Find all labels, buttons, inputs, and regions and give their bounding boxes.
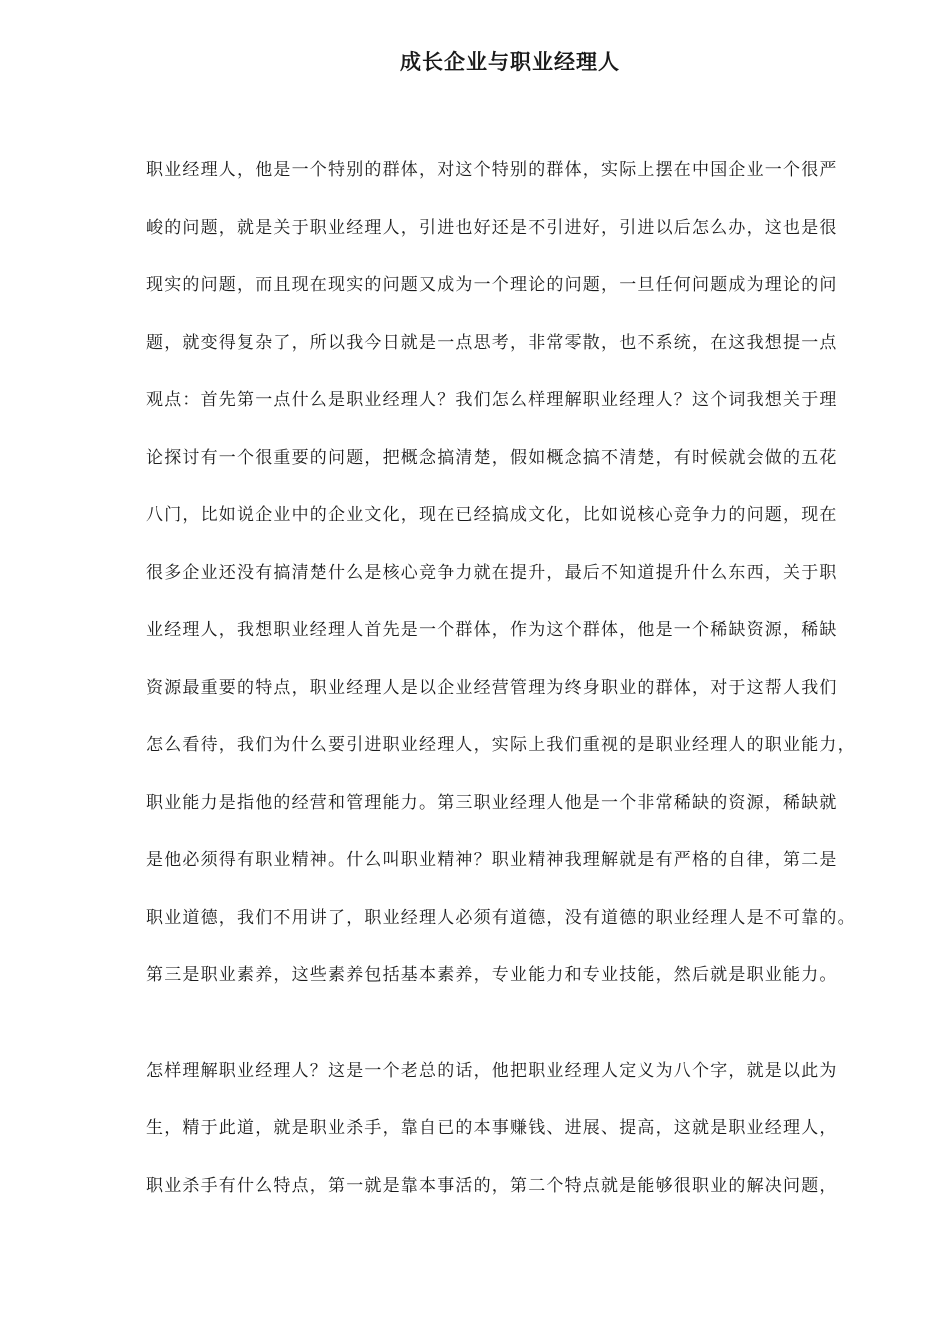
paragraph-2 — [146, 1055, 886, 1228]
page-title: 成长企业与职业经理人 — [400, 50, 620, 74]
paragraph-spacer — [146, 1017, 886, 1055]
text-line: 业经理人，我想职业经理人首先是一个群体，作为这个群体，他是一个稀缺资源，稀缺 — [146, 620, 838, 640]
text-line: 资源最重要的特点，职业经理人是以企业经营管理为终身职业的群体，对于这帮人我们 — [146, 677, 838, 698]
text-line: 题，就变得复杂了，所以我今日就是一点思考，非常零散，也不系统，在这我想提一点 — [146, 332, 838, 353]
text-line: 第三是职业素养，这些素养包括基本素养，专业能力和专业技能，然后就是职业能力。 — [146, 965, 838, 985]
paragraph-1 — [146, 154, 886, 1017]
text-line: 很多企业还没有搞清楚什么是核心竞争力就在提升，最后不知道提升什么东西，关于职 — [146, 562, 838, 583]
text-line: 峻的问题，就是关于职业经理人，引进也好还是不引进好，引进以后怎么办，这也是很 — [146, 217, 838, 238]
text-line: 观点：首先第一点什么是职业经理人？我们怎么样理解职业经理人？这个词我想关于理 — [146, 390, 838, 410]
text-line: 是他必须得有职业精神。什么叫职业精神？职业精神我理解就是有严格的自律，第二是 — [146, 850, 838, 870]
text-line: 职业能力是指他的经营和管理能力。第三职业经理人他是一个非常稀缺的资源，稀缺就 — [146, 792, 838, 813]
text-line: 生，精于此道，就是职业杀手，靠自已的本事赚钱、进展、提高，这就是职业经理人， — [146, 1118, 838, 1138]
text-line: 职业道德，我们不用讲了，职业经理人必须有道德，没有道德的职业经理人是不可靠的。 — [146, 907, 856, 928]
text-line: 八门，比如说企业中的企业文化，现在已经搞成文化，比如说核心竞争力的问题，现在 — [146, 505, 838, 525]
text-line: 职业经理人，他是一个特别的群体，对这个特别的群体，实际上摆在中国企业一个很严 — [146, 160, 838, 180]
text-line: 现实的问题，而且现在现实的问题又成为一个理论的问题，一旦任何问题成为理论的问 — [146, 275, 838, 295]
text-line: 职业杀手有什么特点，第一就是靠本事活的，第二个特点就是能够很职业的解决问题， — [146, 1175, 838, 1196]
text-line: 怎么看待，我们为什么要引进职业经理人，实际上我们重视的是职业经理人的职业能力， — [146, 735, 856, 755]
document-body — [146, 154, 886, 1227]
text-line: 怎样理解职业经理人？这是一个老总的话，他把职业经理人定义为八个字，就是以此为 — [146, 1060, 838, 1081]
text-line: 论探讨有一个很重要的问题，把概念搞清楚，假如概念搞不清楚，有时候就会做的五花 — [146, 447, 838, 468]
